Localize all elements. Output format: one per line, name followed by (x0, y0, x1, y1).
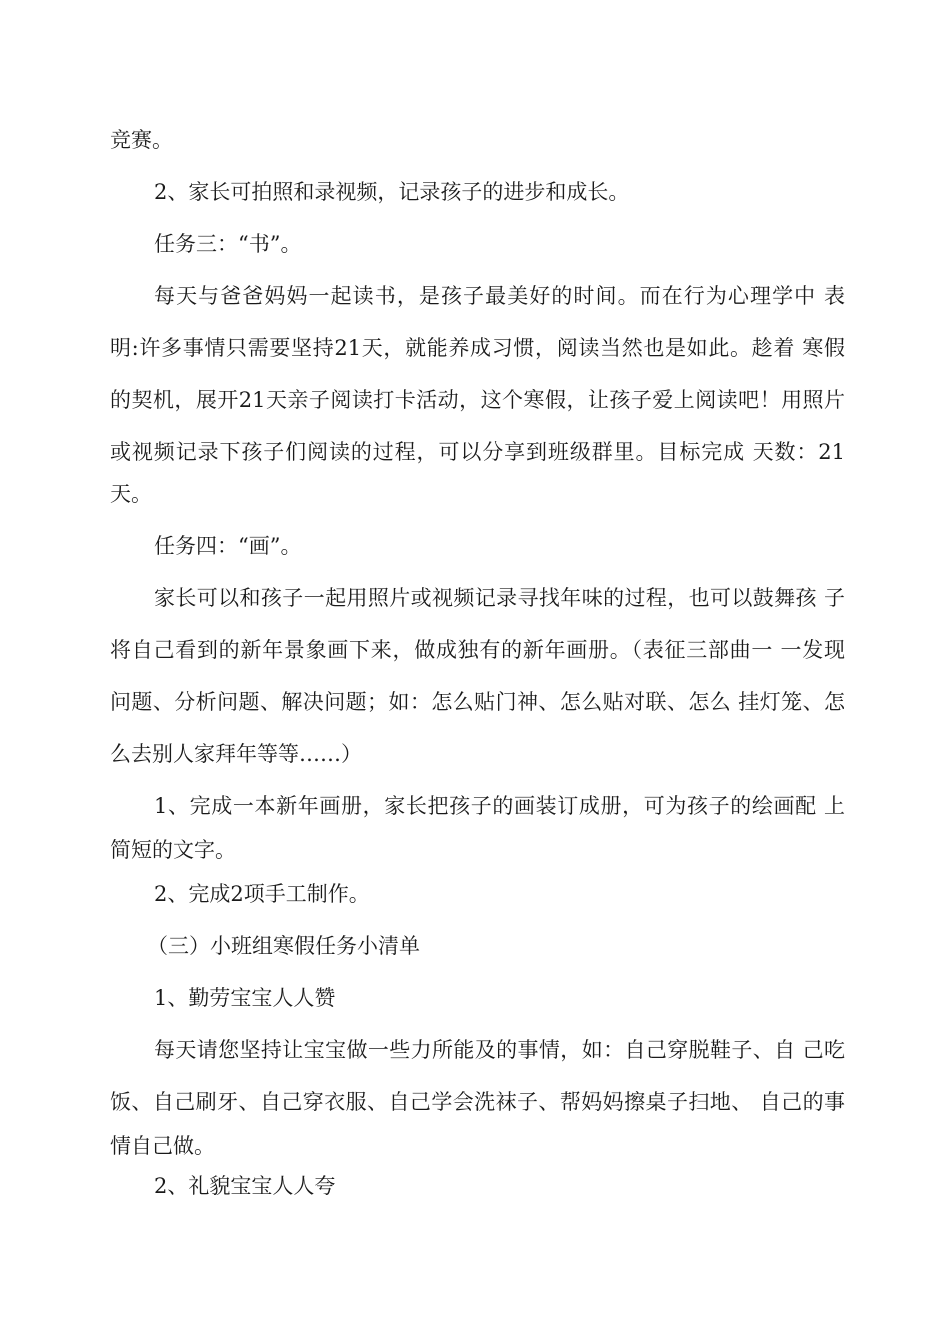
text-line: 1、完成一本新年画册，家长把孩子的画装订成册，可为孩子的绘画配 上 (154, 794, 845, 818)
text-line: 问题、分析问题、解决问题；如：怎么贴门神、怎么贴对联、怎么 挂灯笼、怎 (110, 690, 845, 714)
text-line: 家长可以和孩子一起用照片或视频记录寻找年味的过程，也可以鼓舞孩 子 (154, 586, 845, 610)
section-heading: 任务四：“画”。 (154, 534, 302, 558)
text-line: 简短的文字。 (110, 838, 236, 862)
text-line: 竞赛。 (110, 128, 173, 152)
text-line: 2、家长可拍照和录视频，记录孩子的进步和成长。 (154, 180, 630, 204)
text-line: 的契机，展开21天亲子阅读打卡活动，这个寒假，让孩子爱上阅读吧！用照片 (110, 388, 845, 412)
section-heading: （三）小班组寒假任务小清单 (147, 934, 420, 958)
text-line: 天。 (110, 482, 152, 506)
text-line: 饭、自己刷牙、自己穿衣服、自己学会洗袜子、帮妈妈擦桌子扫地、 自己的事 (110, 1090, 845, 1114)
section-heading: 2、礼貌宝宝人人夸 (154, 1174, 336, 1198)
section-heading: 1、勤劳宝宝人人赞 (154, 986, 336, 1010)
text-line: 将自己看到的新年景象画下来，做成独有的新年画册。（表征三部曲一 一发现 (110, 638, 845, 662)
text-line: 或视频记录下孩子们阅读的过程，可以分享到班级群里。目标完成 天数：21 (110, 440, 845, 464)
text-line: 明:许多事情只需要坚持21天，就能养成习惯，阅读当然也是如此。趁着 寒假 (110, 336, 845, 360)
section-heading: 任务三：“书”。 (154, 232, 302, 256)
text-line: 每天与爸爸妈妈一起读书，是孩子最美好的时间。而在行为心理学中 表 (154, 284, 845, 308)
text-line: 么去别人家拜年等等……） (110, 742, 362, 766)
text-line: 2、完成2项手工制作。 (154, 882, 370, 906)
text-line: 情自己做。 (110, 1134, 215, 1158)
text-line: 每天请您坚持让宝宝做一些力所能及的事情，如：自己穿脱鞋子、自 己吃 (154, 1038, 845, 1062)
